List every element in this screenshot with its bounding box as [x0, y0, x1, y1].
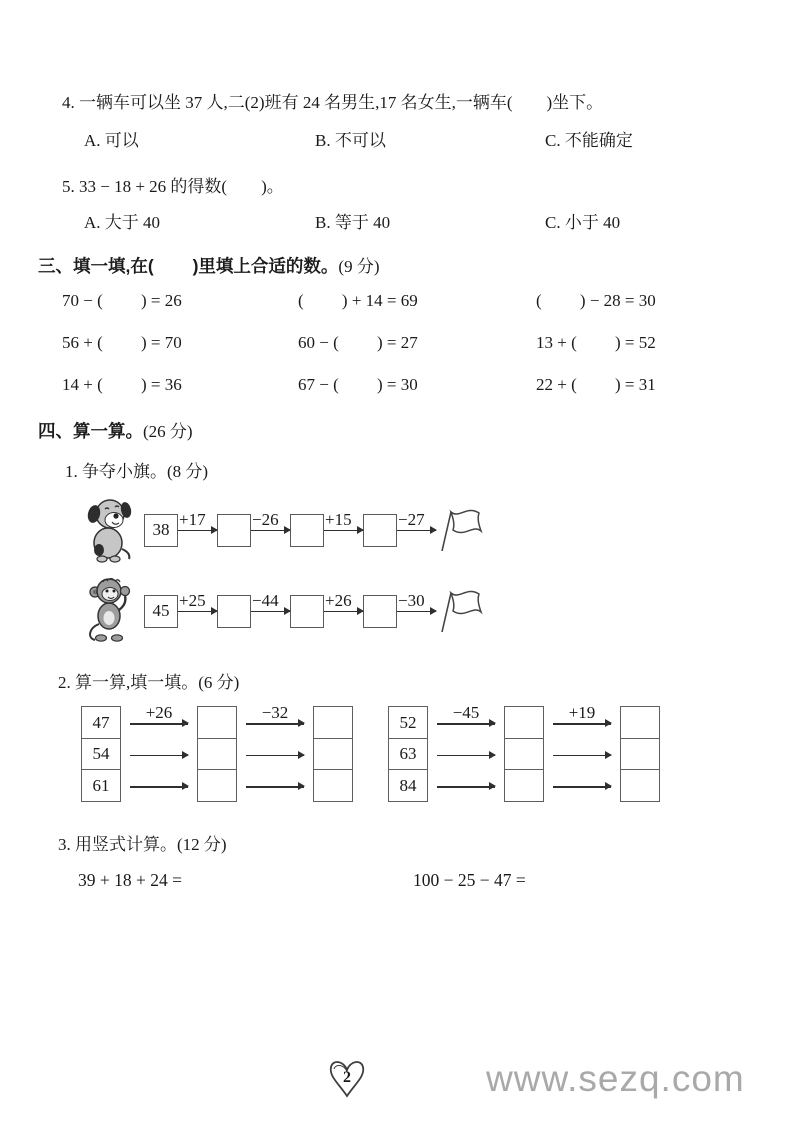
operation-arrows	[428, 703, 504, 802]
operation-label: −26	[252, 509, 279, 529]
fill-equation: ( ) − 28 = 30	[536, 291, 656, 310]
arrow-right-icon	[324, 611, 363, 613]
answer-cell	[504, 738, 544, 771]
question-4-option-a: A. 可以	[84, 131, 139, 150]
chain-operation	[397, 509, 436, 547]
question-4-option-b: B. 不可以	[315, 131, 386, 150]
operation-label: −30	[398, 590, 425, 610]
fill-equation: ( ) + 14 = 69	[298, 291, 418, 310]
chain-operation	[178, 509, 217, 547]
chain-operation	[178, 590, 217, 628]
chain-start-box: 45	[144, 595, 178, 628]
chain-operation	[324, 590, 363, 628]
chain-operation	[397, 590, 436, 628]
answer-box	[217, 514, 251, 547]
answer-cell	[504, 706, 544, 739]
page-number: 2	[343, 1069, 351, 1086]
answer-cell	[313, 738, 353, 771]
question-4-option-c: C. 不能确定	[545, 131, 633, 150]
answer-column	[620, 706, 660, 802]
arrow-right-icon	[397, 611, 436, 613]
fill-equation: 56 + ( ) = 70	[62, 333, 182, 352]
answer-column	[313, 706, 353, 802]
fill-equation: 22 + ( ) = 31	[536, 375, 656, 394]
fill-equation: 67 − ( ) = 30	[298, 375, 418, 394]
section-4-score: (26 分)	[143, 422, 193, 441]
vertical-calc-expression: 100 − 25 − 47 =	[413, 870, 526, 890]
answer-cell	[197, 738, 237, 771]
operation-label: −27	[398, 509, 425, 529]
answer-cell	[620, 706, 660, 739]
question-5-option-c: C. 小于 40	[545, 213, 621, 232]
section-3-score: (9 分)	[338, 257, 380, 276]
operation-arrows	[237, 703, 313, 802]
operation-arrows	[544, 703, 620, 802]
answer-cell	[313, 706, 353, 739]
arrow-right-icon	[553, 786, 611, 788]
question-5-option-a: A. 大于 40	[84, 213, 161, 232]
dog-chain	[85, 497, 483, 563]
page-number-heart	[327, 1020, 367, 1131]
arrow-right-icon	[324, 530, 363, 532]
fill-equation: 70 − ( ) = 26	[62, 291, 182, 310]
chain-operation	[324, 509, 363, 547]
site-watermark: www.sezq.com	[486, 1058, 745, 1099]
fill-equation: 60 − ( ) = 27	[298, 333, 418, 352]
task-2-label: 2. 算一算,填一填。(6 分)	[58, 673, 240, 692]
arrow-right-icon	[251, 530, 290, 532]
arrow-right-icon	[246, 755, 304, 757]
section-3-header	[38, 252, 380, 278]
input-cell: 47	[81, 706, 121, 739]
input-column	[388, 706, 428, 802]
operation-label: +26	[325, 590, 352, 610]
input-cell: 84	[388, 769, 428, 802]
vertical-calc-expression: 39 + 18 + 24 =	[78, 870, 182, 890]
section-4-title: 四、算一算。	[38, 421, 143, 441]
answer-box	[363, 514, 397, 547]
chain-start-box: 38	[144, 514, 178, 547]
dog-image	[85, 497, 135, 563]
arrow-right-icon	[178, 530, 217, 532]
answer-cell	[620, 738, 660, 771]
arrow-right-icon	[246, 786, 304, 788]
operation-label: +19	[568, 703, 596, 722]
answer-box	[290, 514, 324, 547]
operation-label: −45	[452, 703, 480, 722]
operation-label: −32	[261, 703, 289, 722]
answer-box	[363, 595, 397, 628]
monkey-chain	[85, 576, 483, 646]
input-column	[81, 706, 121, 802]
section-3-title: 三、填一填,在( )里填上合适的数。	[38, 256, 339, 276]
answer-cell	[620, 769, 660, 802]
arrow-right-icon	[437, 786, 495, 788]
fill-equation: 14 + ( ) = 36	[62, 375, 182, 394]
chain-operation	[251, 590, 290, 628]
answer-cell	[197, 706, 237, 739]
operation-label: +17	[179, 509, 206, 529]
answer-column	[504, 706, 544, 802]
fill-equation: 13 + ( ) = 52	[536, 333, 656, 352]
arrow-right-icon	[178, 611, 217, 613]
input-cell: 63	[388, 738, 428, 771]
arrow-right-icon	[397, 530, 436, 532]
question-5-stem: 5. 33 − 18 + 26 的得数( )。	[62, 177, 284, 196]
answer-cell	[504, 769, 544, 802]
arrow-right-icon	[437, 755, 495, 757]
question-5-option-b: B. 等于 40	[315, 213, 391, 232]
arrow-right-icon	[130, 786, 188, 788]
task-3-label: 3. 用竖式计算。(12 分)	[58, 835, 227, 854]
operation-label: +15	[325, 509, 352, 529]
input-cell: 61	[81, 769, 121, 802]
monkey-image	[85, 576, 135, 646]
answer-box	[290, 595, 324, 628]
section-4-header	[38, 417, 193, 443]
arrow-right-icon	[553, 723, 611, 725]
answer-cell	[313, 769, 353, 802]
flag-icon	[439, 507, 483, 553]
arrow-right-icon	[246, 723, 304, 725]
flow-table-left	[81, 703, 353, 802]
chain-operation	[251, 509, 290, 547]
arrow-right-icon	[130, 755, 188, 757]
input-cell: 54	[81, 738, 121, 771]
operation-label: −44	[252, 590, 279, 610]
answer-cell	[197, 769, 237, 802]
answer-column	[197, 706, 237, 802]
operation-label: +26	[145, 703, 173, 722]
operation-label: +25	[179, 590, 206, 610]
operation-arrows	[121, 703, 197, 802]
arrow-right-icon	[553, 755, 611, 757]
flow-table-right	[388, 703, 660, 802]
answer-box	[217, 595, 251, 628]
arrow-right-icon	[437, 723, 495, 725]
flag-icon	[439, 588, 483, 634]
arrow-right-icon	[130, 723, 188, 725]
input-cell: 52	[388, 706, 428, 739]
arrow-right-icon	[251, 611, 290, 613]
task-1-label: 1. 争夺小旗。(8 分)	[65, 462, 209, 481]
question-4-stem: 4. 一辆车可以坐 37 人,二(2)班有 24 名男生,17 名女生,一辆车( )坐下。	[62, 93, 604, 112]
